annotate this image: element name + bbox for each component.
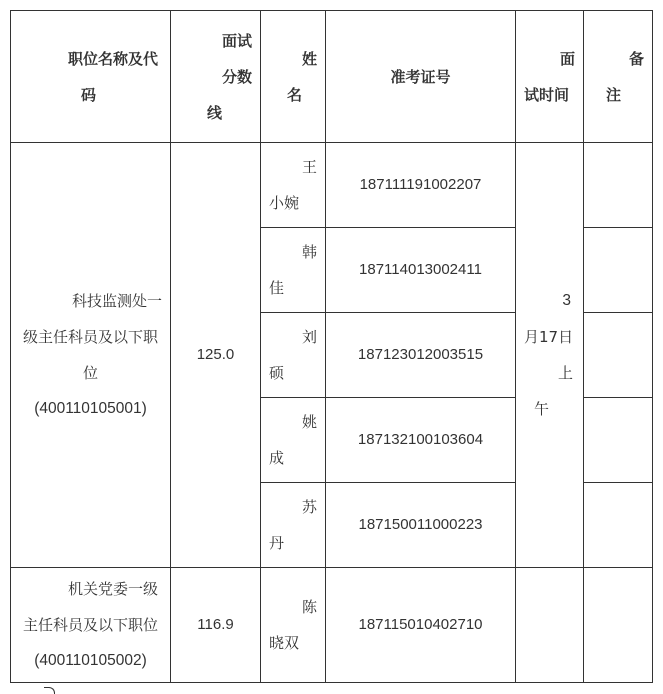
header-name: 姓 名: [261, 11, 326, 143]
header-row: [11, 11, 653, 143]
name-cell: 韩 佳: [261, 228, 326, 313]
position-cell: 机关党委一级 主任科员及以下职位 (400110105002): [11, 568, 171, 683]
ticket-cell: 187132100103604: [326, 398, 516, 483]
note-cell: [584, 143, 653, 228]
interview-list-table: [10, 10, 653, 683]
header-note: 备 注: [584, 11, 653, 143]
name-cell: 王 小婉: [261, 143, 326, 228]
note-cell: [584, 228, 653, 313]
position-cell: 科技监测处一 级主任科员及以下职 位 (400110105001): [11, 143, 171, 568]
name-cell: 苏 丹: [261, 483, 326, 568]
ticket-cell: 187123012003515: [326, 313, 516, 398]
header-time: 面 试时间: [516, 11, 584, 143]
name-cell: 姚 成: [261, 398, 326, 483]
note-cell: [584, 483, 653, 568]
header-score: 面试 分数 线: [171, 11, 261, 143]
header-ticket: 准考证号: [326, 11, 516, 143]
score-cell: 116.9: [171, 568, 261, 683]
ticket-cell: 187111191002207: [326, 143, 516, 228]
ticket-cell: 187115010402710: [326, 568, 516, 683]
ticket-cell: 187150011000223: [326, 483, 516, 568]
name-cell: 陈 晓双: [261, 568, 326, 683]
header-position: 职位名称及代 码: [11, 11, 171, 143]
time-cell: [516, 568, 584, 683]
ticket-cell: 187114013002411: [326, 228, 516, 313]
table-row: [11, 568, 653, 683]
time-cell: 3 月17日 上 午: [516, 143, 584, 568]
note-cell: [584, 568, 653, 683]
score-cell: 125.0: [171, 143, 261, 568]
table-row: [11, 143, 653, 228]
note-cell: [584, 398, 653, 483]
name-cell: 刘 硕: [261, 313, 326, 398]
note-cell: [584, 313, 653, 398]
